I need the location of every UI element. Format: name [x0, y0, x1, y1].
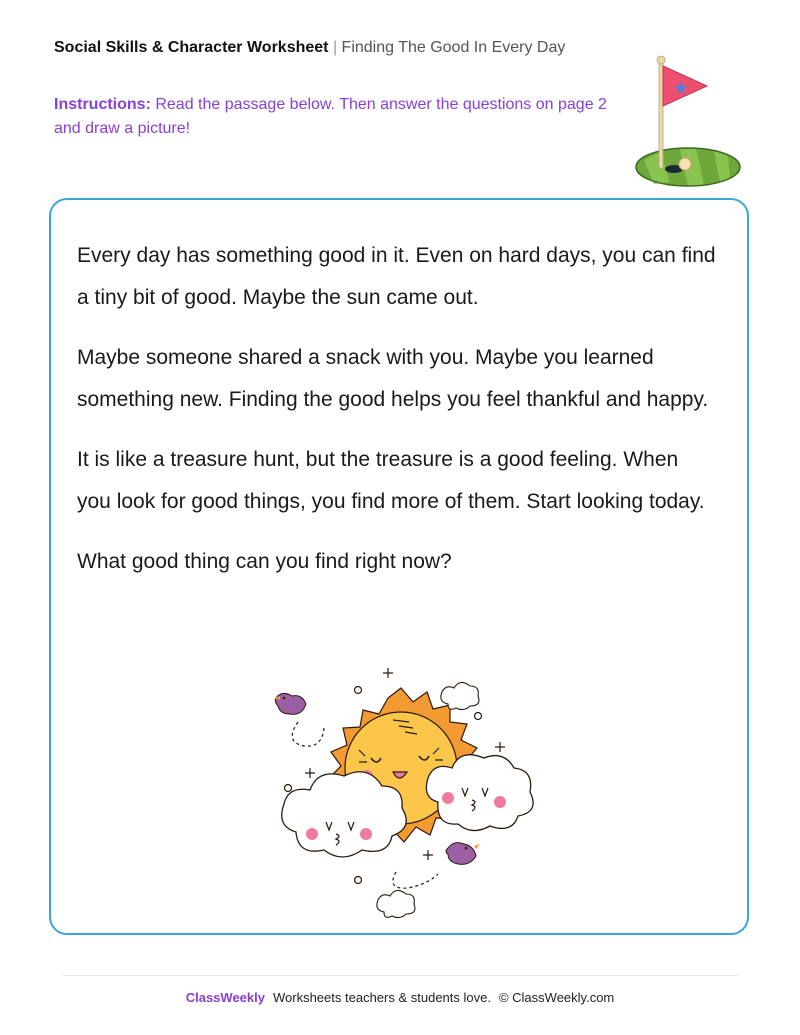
footer — [0, 989, 800, 1007]
worksheet-header — [54, 38, 565, 58]
footer-tagline: Worksheets teachers & students love. — [272, 990, 491, 1005]
passage-paragraph: Every day has something good in it. Even on hard days, you can find a tiny bit of good. Maybe the sun came out. — [77, 244, 716, 309]
worksheet-subtitle: Finding The Good In Every Day — [341, 39, 566, 56]
bird-icon — [274, 693, 306, 714]
passage-question: What good thing can you find right now? — [77, 550, 452, 573]
sun-illustration — [268, 662, 538, 924]
instructions — [54, 93, 614, 141]
passage-paragraph: It is like a treasure hunt, but the treasure is a good feeling. When you look for good things, you find more of them. Start looking today. — [77, 448, 705, 513]
cloud-right-icon — [426, 755, 533, 831]
small-cloud-icon — [377, 890, 415, 917]
footer-brand: ClassWeekly — [185, 990, 265, 1005]
instructions-text: Read the passage below. Then answer the questions on page 2 and draw a picture! — [54, 96, 607, 137]
header-separator: | — [332, 39, 338, 56]
passage-paragraph: Maybe someone shared a snack with you. Maybe you learned something new. Finding the good helps you feel thankful and happy. — [77, 346, 709, 411]
reading-passage — [77, 235, 717, 601]
worksheet-title: Social Skills & Character Worksheet — [54, 39, 329, 56]
bird-icon — [446, 843, 480, 865]
golf-flag-icon — [630, 52, 745, 192]
footer-divider — [63, 975, 738, 976]
instructions-label: Instructions: — [54, 96, 151, 113]
footer-copyright: © ClassWeekly.com — [498, 990, 615, 1005]
